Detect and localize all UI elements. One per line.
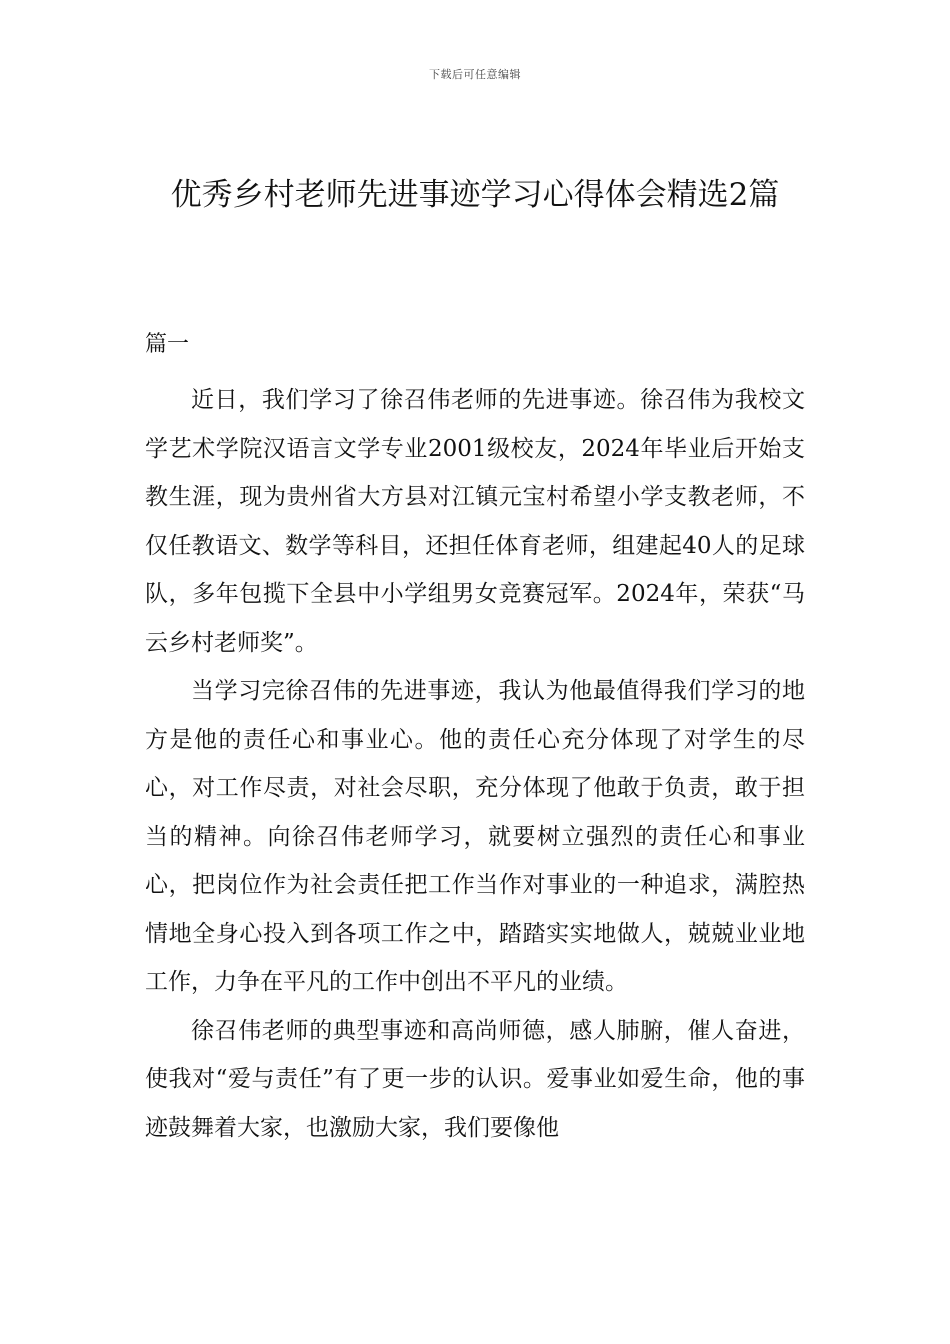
header-note: 下载后可任意编辑 xyxy=(429,68,521,81)
paragraph-1: 近日，我们学习了徐召伟老师的先进事迹。徐召伟为我校文学艺术学院汉语言文学专业2001级校友，2024年毕业后开始支教生涯，现为贵州省大方县对江镇元宝村希望小学支教老师，不仅任教语文、数学等科目，还担任体育老师，组建起40人的足球队，多年包揽下全县中小学组男女竞赛冠军。2024年，荣获“马云乡村老师奖”。 xyxy=(145,387,805,656)
section-label: 篇一 xyxy=(145,332,190,357)
document-body xyxy=(145,376,805,1152)
paragraph-2: 当学习完徐召伟的先进事迹，我认为他最值得我们学习的地方是他的责任心和事业心。他的责任心充分体现了对学生的尽心，对工作尽责，对社会尽职，充分体现了他敢于负责，敢于担当的精神。向徐召伟老师学习，就要树立强烈的责任心和事业心，把岗位作为社会责任把工作当作对事业的一种追求，满腔热情地全身心投入到各项工作之中，踏踏实实地做人，兢兢业业地工作，力争在平凡的工作中创出不平凡的业绩。 xyxy=(145,678,805,995)
document-title: 优秀乡村老师先进事迹学习心得体会精选2篇 xyxy=(170,177,780,213)
paragraph-3: 徐召伟老师的典型事迹和高尚师德，感人肺腑，催人奋进，使我对“爱与责任”有了更一步的认识。爱事业如爱生命，他的事迹鼓舞着大家，也激励大家，我们要像他 xyxy=(145,1017,805,1141)
